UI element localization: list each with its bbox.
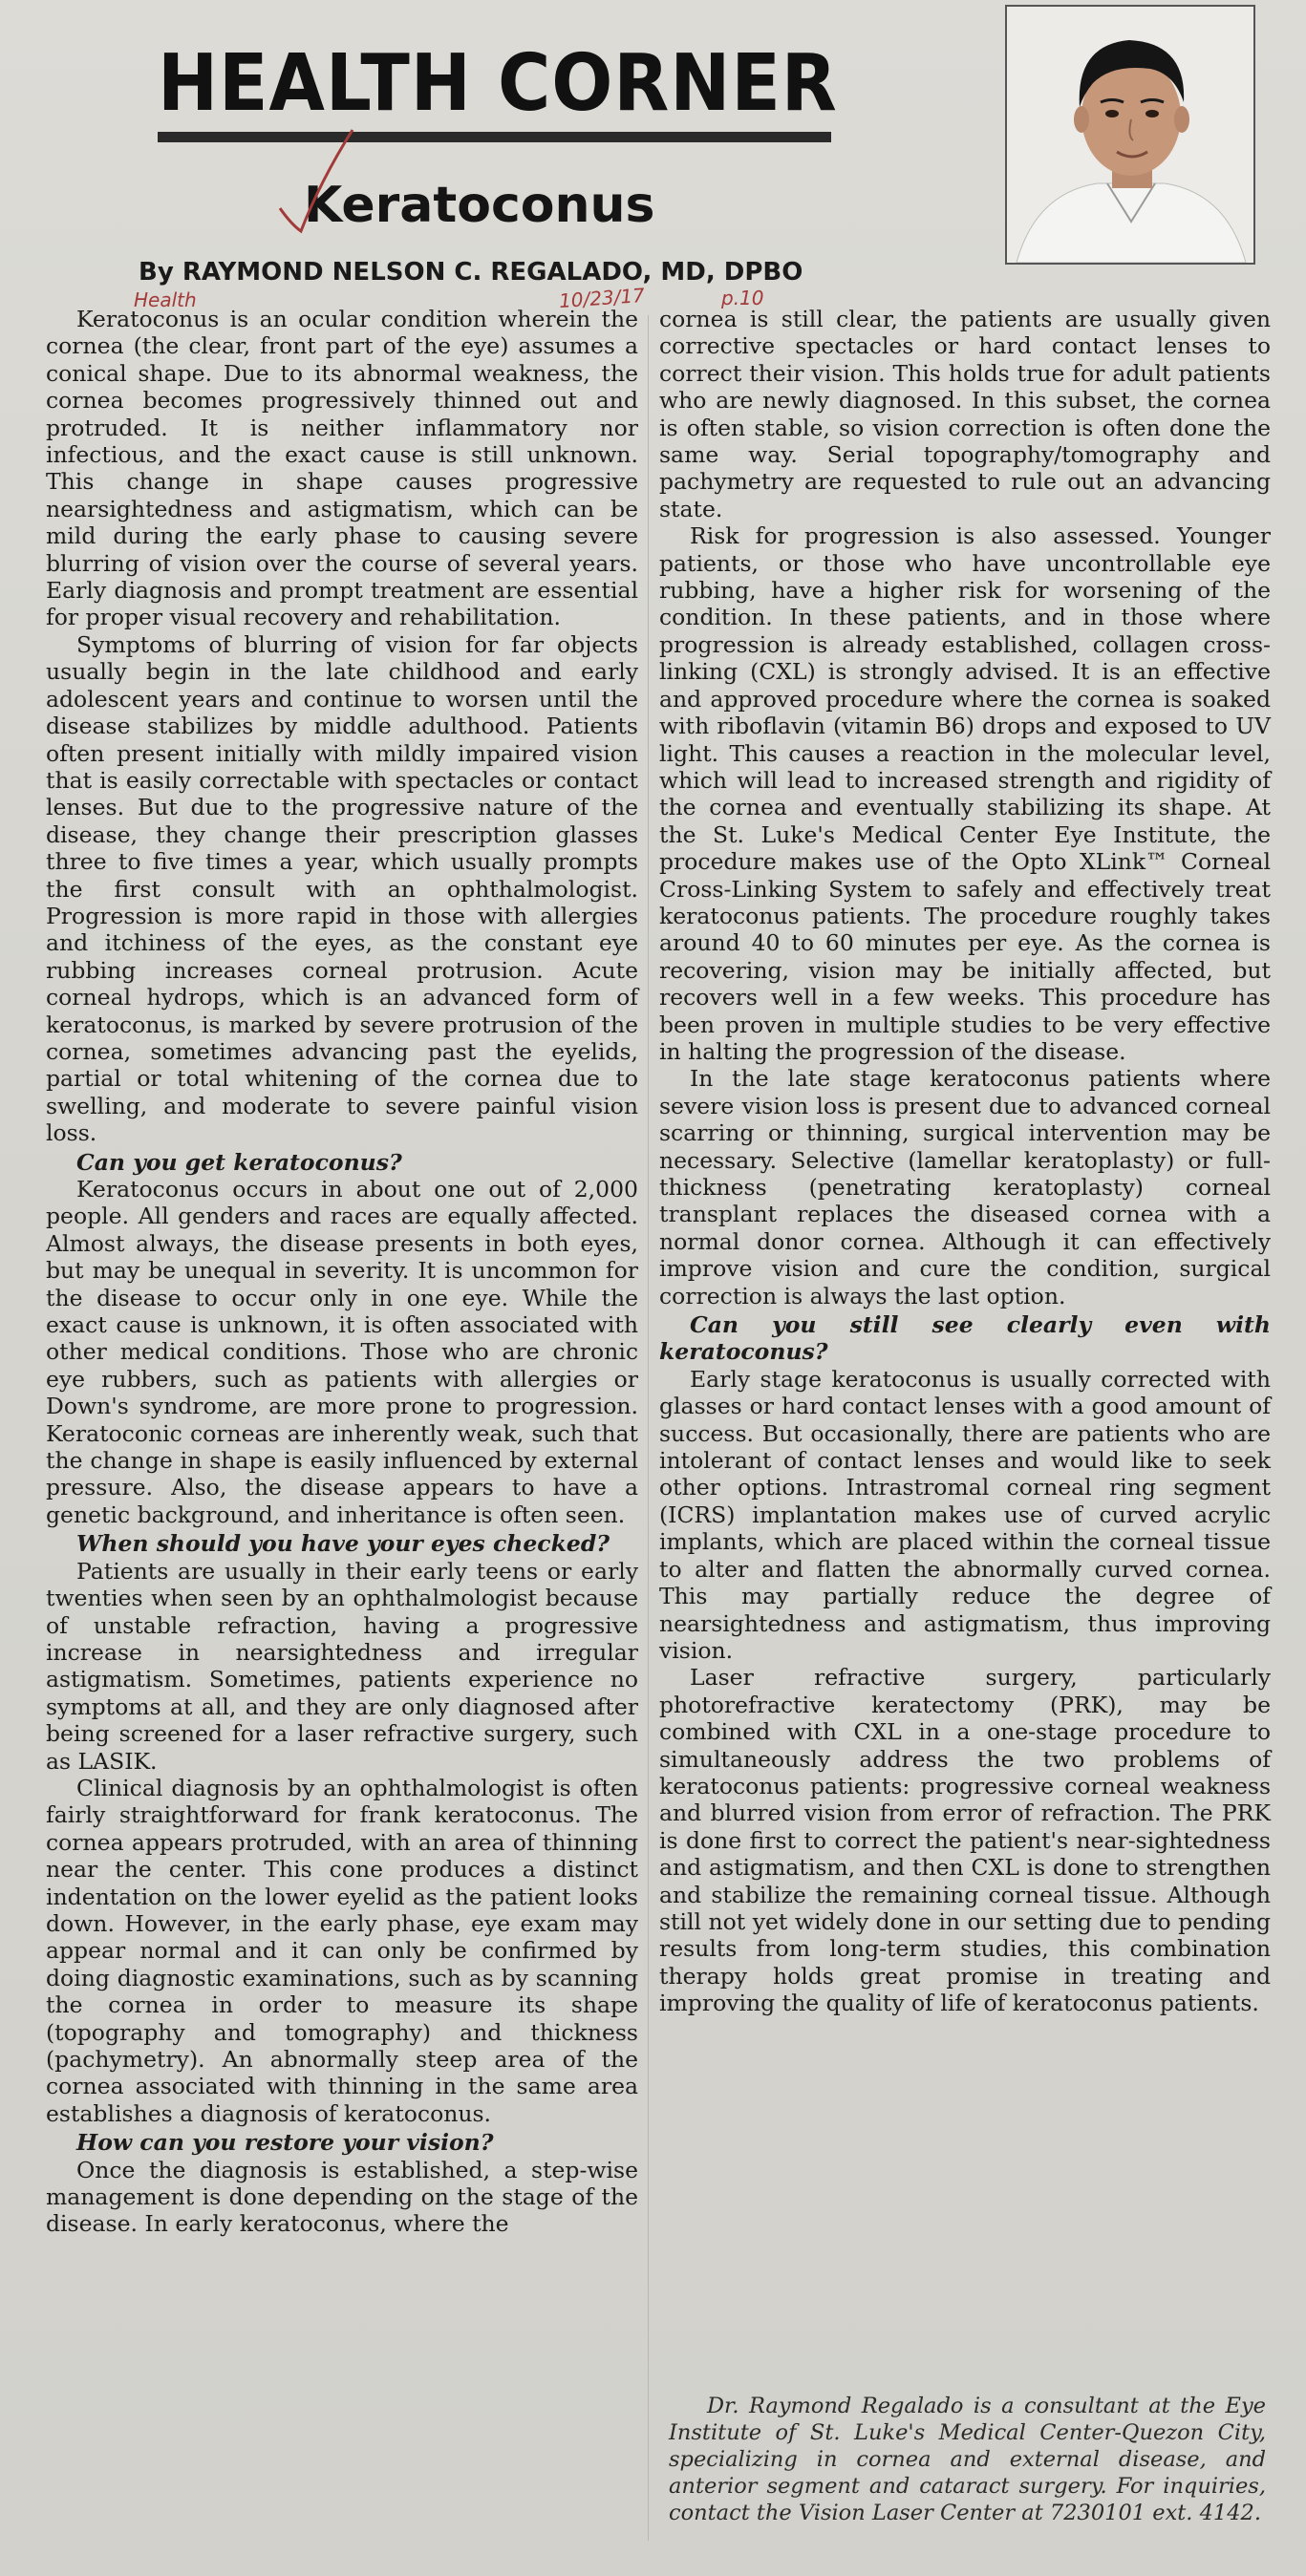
paragraph: Keratoconus is an ocular condition wherein the cornea (the clear, front part of the eye) assumes a conical shape. Due to its abnormal weakness, the cornea becomes progressively thinned out and protruded. It is neither inflammatory nor infectious, and the exact cause is still unknown. This change in shape causes progressive nearsightedness and astigmatism, which can be mild during the early phase to causing severe blurring of vision over the course of several years. Early diagnosis and prompt treatment are essential for proper visual recovery and rehabilitation. <box>46 306 638 631</box>
author-portrait-icon <box>1005 5 1255 265</box>
handwritten-note-left: Health <box>134 288 197 311</box>
paragraph: In the late stage keratoconus patients where severe vision loss is present due to advanced corneal scarring or thinning, surgical intervention may be necessary. Selective (lamellar keratoplasty) or full-thickness (penetrating keratoplasty) corneal transplant replaces the diseased cornea with a normal donor cornea. Although it can effectively improve vision and cure the condition, surgical correction is always the last option. <box>659 1065 1271 1309</box>
paragraph: cornea is still clear, the patients are usually given corrective spectacles or hard contact lenses to correct their vision. This holds true for adult patients who are newly diagnosed. In this subset, the cornea is often stable, so vision correction is often done the same way. Serial topography/tomography and pachymetry are requested to rule out an advancing state. <box>659 306 1271 522</box>
byline: By RAYMOND NELSON C. REGALADO, MD, DPBO <box>139 258 803 287</box>
masthead-rule <box>158 132 831 142</box>
paragraph: Keratoconus occurs in about one out of 2,000 people. All genders and races are equally affected. Almost always, the disease presents in both eyes, but may be unequal in severity. It is uncommon for the disease to occur only in one eye. While the exact cause is unknown, it is often associated with other medical conditions. Those who are chronic eye rubbers, such as patients with allergies or Down's syndrome, are more prone to progression. Keratoconic corneas are inherently weak, such that the change in shape is easily influenced by external pressure. Also, the disease appears to have a genetic background, and inheritance is often seen. <box>46 1176 638 1528</box>
paragraph: Patients are usually in their early teens or early twenties when seen by an ophthalmologist because of unstable refraction, having a progressive increase in nearsightedness and irregular astigmatism. Sometimes, patients experience no symptoms at all, and they are only diagnosed after being screened for a laser refractive surgery, such as LASIK. <box>46 1557 638 1775</box>
section-heading: Can you get keratoconus? <box>76 1148 402 1176</box>
paragraph: Symptoms of blurring of vision for far objects usually begin in the late childhood and early adolescent years and continue to worsen until the disease stabilizes by middle adulthood. Patients often present initially with mildly impaired vision that is easily correctable with spectacles or contact lenses. But due to the progressive nature of the disease, they change their prescription glasses three to five times a year, which usually prompts the first consult with an ophthalmologist. Progression is more rapid in those with allergies and itchiness of the eyes, as the constant eye rubbing increases corneal protrusion. Acute corneal hydrops, which is an advanced form of keratoconus, is marked by severe protrusion of the cornea, sometimes advancing past the eyelids, partial or total whitening of the cornea due to swelling, and moderate to severe painful vision loss. <box>46 630 638 1147</box>
paragraph: Laser refractive surgery, particularly photorefractive keratectomy (PRK), may be combined with CXL in a one-stage procedure to simultaneously address the two problems of keratoconus patients: progressive corneal weakness and blurred vision from error of refraction. The PRK is done first to correct the patient's near-sightedness and astigmatism, and then CXL is done to strengthen and stabilize the remaining corneal tissue. Although still not yet widely done in our setting due to pending results from long-term studies, this combination therapy holds great promise in treating and improving the quality of life of keratoconus patients. <box>659 1664 1271 2017</box>
article-column-left <box>46 306 638 2238</box>
column-divider <box>648 315 649 2541</box>
article-title: Keratoconus <box>304 177 655 234</box>
handwritten-note-date: 10/23/17 <box>558 283 646 313</box>
paragraph: Once the diagnosis is established, a step-wise management is done depending on the stage of the disease. In early keratoconus, where the <box>46 2156 638 2238</box>
paragraph: Clinical diagnosis by an ophthalmologist is often fairly straightforward for frank keratoconus. The cornea appears protruded, with an area of thinning near the center. This cone produces a distinct indentation on the lower eyelid as the patient looks down. However, in the early phase, eye exam may appear normal and it can only be confirmed by doing diagnostic examinations, such as by scanning the cornea in order to measure its shape (topography and tomography) and thickness (pachymetry). An abnormally steep area of the cornea associated with thinning in the same area establishes a diagnosis of keratoconus. <box>46 1774 638 2127</box>
paragraph: Risk for progression is also assessed. Younger patients, or those who have uncontrollable eye rubbing, have a higher risk for worsening of the condition. In these patients, and in those where progression is already established, collagen cross-linking (CXL) is strongly advised. It is an effective and approved procedure where the cornea is soaked with riboflavin (vitamin B6) drops and exposed to UV light. This causes a reaction in the molecular level, which will lead to increased strength and rigidity of the cornea and eventually stabilizing its shape. At the St. Luke's Medical Center Eye Institute, the procedure makes use of the Opto XLink™ Corneal Cross-Linking System to safely and effectively treat keratoconus patients. The procedure roughly takes around 40 to 60 minutes per eye. As the cornea is recovering, vision may be initially affected, but recovers well in a few weeks. This procedure has been proven in multiple studies to be very effective in halting the progression of the disease. <box>659 522 1271 1065</box>
handwritten-note-page: p.10 <box>721 287 764 309</box>
masthead <box>158 36 838 132</box>
author-note-text: Dr. Raymond Regalado is a consultant at the Eye Institute of St. Luke's Medical Center-Quezon City, specializing in cornea and external disease, and anterior segment and cataract surgery. For inquiries, contact the Vision Laser Center at 7230101 ext. 4142. <box>669 2394 1266 2525</box>
author-note <box>669 2393 1266 2526</box>
pen-checkmark-icon <box>272 124 358 239</box>
section-heading: Can you still see clearly even with keratoconus? <box>659 1311 1271 1366</box>
section-heading: How can you restore your vision? <box>76 2129 494 2157</box>
article-column-right <box>659 306 1271 2017</box>
paragraph: Early stage keratoconus is usually corrected with glasses or hard contact lenses with a good amount of success. But occasionally, there are patients who are intolerant of contact lenses and would like to seek other options. Intrastromal corneal ring segment (ICRS) implantation makes use of curved acrylic implants, which are placed within the corneal tissue to alter and flatten the abnormally curved cornea. This may partially reduce the degree of nearsightedness and astigmatism, thus improving vision. <box>659 1365 1271 1664</box>
masthead-title: HEALTH CORNER <box>158 38 838 129</box>
section-heading: When should you have your eyes checked? <box>76 1530 610 1558</box>
